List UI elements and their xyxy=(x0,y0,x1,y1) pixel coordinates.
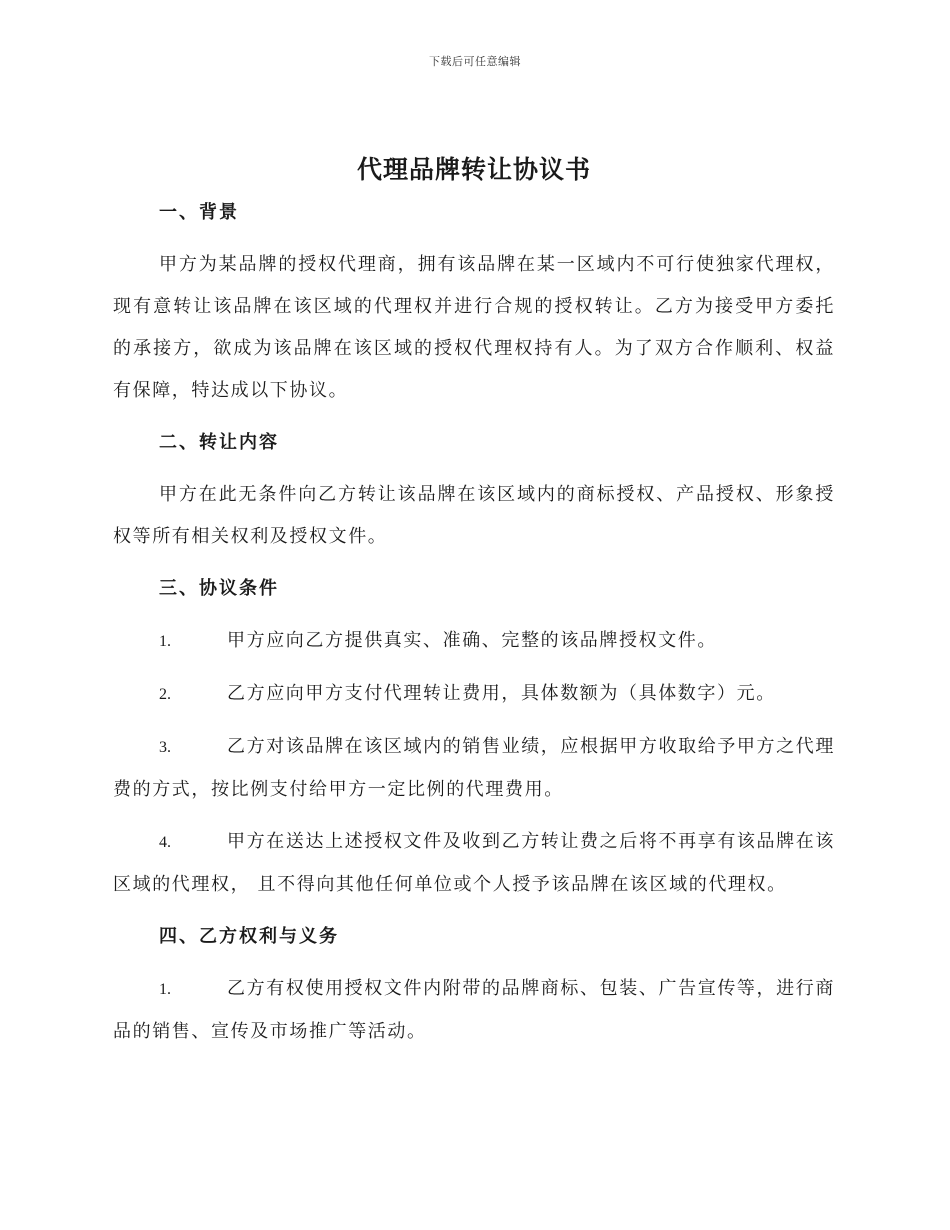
list-item-number: 4. xyxy=(159,834,171,851)
section-heading: 三、协议条件 xyxy=(159,578,279,599)
agreement-document xyxy=(113,148,835,1063)
list-item xyxy=(113,968,835,1053)
list-item-text: 甲方应向乙方提供真实、准确、完整的该品牌授权文件。 xyxy=(227,630,717,651)
section-party-b-rights xyxy=(113,916,835,1053)
list-item-text: 乙方应向甲方支付代理转让费用，具体数额为（具体数字）元。 xyxy=(227,683,776,704)
section-heading: 四、乙方权利与义务 xyxy=(159,926,339,947)
list-item-text: 乙方有权使用授权文件内附带的品牌商标、包装、广告宣传等，进行商品的销售、宣传及市场推广等活动。 xyxy=(113,978,835,1042)
list-item-number: 1. xyxy=(159,633,171,650)
page-header-note: 下载后可任意编辑 xyxy=(429,55,521,68)
list-item-number: 2. xyxy=(159,686,171,703)
list-item-number: 3. xyxy=(159,739,171,756)
list-item xyxy=(113,673,835,716)
list-item xyxy=(113,821,835,906)
section-heading: 二、转让内容 xyxy=(159,432,279,453)
list-item-text: 甲方在送达上述授权文件及收到乙方转让费之后将不再享有该品牌在该区域的代理权， 且不得向其他任何单位或个人授予该品牌在该区域的代理权。 xyxy=(113,831,835,895)
list-item-text: 乙方对该品牌在该区域内的销售业绩，应根据甲方收取给予甲方之代理费的方式，按比例支付给甲方一定比例的代理费用。 xyxy=(113,736,835,800)
document-title: 代理品牌转让协议书 xyxy=(356,155,591,184)
list-item xyxy=(113,620,835,663)
list-item-number: 1. xyxy=(159,981,171,998)
section-paragraph: 甲方为某品牌的授权代理商，拥有该品牌在某一区域内不可行使独家代理权，现有意转让该品牌在该区域的代理权并进行合规的授权转让。乙方为接受甲方委托的承接方，欲成为该品牌在该区域的授权代理权持有人。为了双方合作顺利、权益有保障，特达成以下协议。 xyxy=(113,254,835,401)
section-heading: 一、背景 xyxy=(159,202,239,223)
section-background xyxy=(113,192,835,412)
section-paragraph: 甲方在此无条件向乙方转让该品牌在该区域内的商标授权、产品授权、形象授权等所有相关权利及授权文件。 xyxy=(113,484,835,547)
section-agreement-conditions xyxy=(113,568,835,906)
list-item xyxy=(113,726,835,811)
section-transfer-content xyxy=(113,422,835,558)
